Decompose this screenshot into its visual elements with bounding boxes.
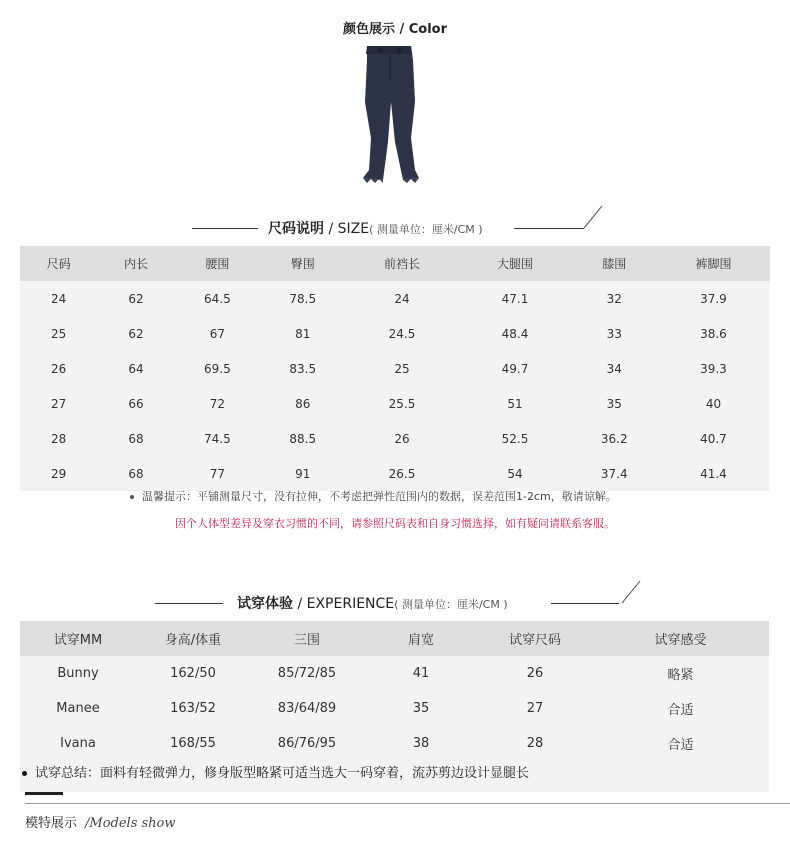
measurement-tip (130, 488, 617, 504)
experience-table-cell: 略紧 (592, 656, 769, 691)
experience-table-row (20, 726, 769, 761)
experience-table (20, 621, 769, 761)
size-col-header: 臀围 (260, 246, 345, 281)
models-section-title (25, 812, 176, 831)
size-table-row (20, 456, 770, 491)
size-table (20, 246, 770, 491)
size-table-cell: 67 (175, 316, 260, 351)
size-table-cell: 64.5 (175, 281, 260, 316)
size-table-cell: 83.5 (260, 351, 345, 386)
experience-table-cell: 162/50 (136, 656, 250, 691)
size-table-cell: 51 (459, 386, 572, 421)
size-table-row (20, 316, 770, 351)
size-table-row (20, 386, 770, 421)
size-table-cell: 47.1 (459, 281, 572, 316)
slash-deco-icon (580, 204, 606, 230)
size-table-cell: 33 (572, 316, 657, 351)
size-table-cell: 36.2 (572, 421, 657, 456)
size-table-cell: 88.5 (260, 421, 345, 456)
size-table-cell: 32 (572, 281, 657, 316)
size-table-cell: 41.4 (657, 456, 770, 491)
size-col-header: 前裆长 (345, 246, 458, 281)
size-table-cell: 37.9 (657, 281, 770, 316)
size-advice-note: 因个人体型差异及穿衣习惯的不同，请参照尺码表和自身习惯选择，如有疑问请联系客服。 (175, 517, 615, 530)
measurement-tip-text: 温馨提示：平铺测量尺寸，没有拉伸，不考虑把弹性范围内的数据，误差范围1-2cm，敬请谅解。 (142, 490, 617, 503)
experience-col-header: 试穿感受 (592, 621, 769, 656)
experience-table-cell: Manee (20, 691, 136, 726)
size-table-cell: 72 (175, 386, 260, 421)
size-table-cell: 28 (20, 421, 97, 456)
experience-table-cell: 合适 (592, 726, 769, 761)
experience-title-en: EXPERIENCE (306, 596, 395, 612)
size-col-header: 裤脚围 (657, 246, 770, 281)
experience-table-cell: 28 (478, 726, 592, 761)
experience-table-cell: 83/64/89 (250, 691, 364, 726)
size-table-cell: 24 (345, 281, 458, 316)
size-col-header: 大腿围 (459, 246, 572, 281)
size-table-cell: 24.5 (345, 316, 458, 351)
size-table-cell: 48.4 (459, 316, 572, 351)
size-table-row (20, 351, 770, 386)
size-table-cell: 78.5 (260, 281, 345, 316)
size-table-cell: 62 (97, 316, 174, 351)
experience-col-header: 肩宽 (364, 621, 478, 656)
experience-table-cell: Bunny (20, 656, 136, 691)
size-table-cell: 37.4 (572, 456, 657, 491)
experience-table-cell: 168/55 (136, 726, 250, 761)
size-table-cell: 26 (345, 421, 458, 456)
models-title-cn: 模特展示 (25, 816, 78, 831)
experience-col-header: 试穿MM (20, 621, 136, 656)
size-table-cell: 29 (20, 456, 97, 491)
size-table-cell: 25 (345, 351, 458, 386)
experience-table-row (20, 656, 769, 691)
experience-table-cell: 38 (364, 726, 478, 761)
size-unit: ( 测量单位：厘米/CM ) (369, 223, 483, 236)
size-col-header: 膝围 (572, 246, 657, 281)
size-table-cell: 86 (260, 386, 345, 421)
size-table-cell: 24 (20, 281, 97, 316)
size-table-row (20, 281, 770, 316)
experience-table-row (20, 691, 769, 726)
size-table-cell: 27 (20, 386, 97, 421)
experience-table-cell: 85/72/85 (250, 656, 364, 691)
experience-table-cell: 163/52 (136, 691, 250, 726)
size-table-cell: 62 (97, 281, 174, 316)
size-table-cell: 49.7 (459, 351, 572, 386)
experience-section-heading (0, 588, 790, 618)
size-table-cell: 25.5 (345, 386, 458, 421)
size-table-cell: 68 (97, 456, 174, 491)
experience-table-cell: 26 (478, 656, 592, 691)
slash-deco-icon (618, 579, 644, 605)
experience-title-cn: 试穿体验 (237, 596, 293, 612)
experience-col-header: 三围 (250, 621, 364, 656)
size-title-en: SIZE (337, 221, 370, 237)
experience-table-cell: Ivana (20, 726, 136, 761)
experience-table-cell: 41 (364, 656, 478, 691)
fitting-summary-text: 试穿总结：面料有轻微弹力，修身版型略紧可适当选大一码穿着，流苏剪边设计显腿长 (35, 766, 530, 781)
experience-table-cell: 86/76/95 (250, 726, 364, 761)
experience-table-cell: 27 (478, 691, 592, 726)
size-col-header: 内长 (97, 246, 174, 281)
experience-col-header: 身高/体重 (136, 621, 250, 656)
size-table-cell: 35 (572, 386, 657, 421)
size-col-header: 尺码 (20, 246, 97, 281)
size-table-cell: 74.5 (175, 421, 260, 456)
color-section-title: 颜色展示 / Color (342, 22, 448, 37)
experience-col-header: 试穿尺码 (478, 621, 592, 656)
experience-table-cell: 35 (364, 691, 478, 726)
jeans-product-image (355, 42, 425, 184)
size-table-cell: 34 (572, 351, 657, 386)
experience-table-cell: 合适 (592, 691, 769, 726)
size-section-heading (0, 212, 790, 242)
size-table-header-row (20, 246, 770, 281)
size-title-sep: / (324, 221, 338, 237)
size-table-cell: 66 (97, 386, 174, 421)
size-table-cell: 38.6 (657, 316, 770, 351)
size-table-row (20, 421, 770, 456)
size-table-cell: 69.5 (175, 351, 260, 386)
size-table-cell: 91 (260, 456, 345, 491)
size-table-cell: 81 (260, 316, 345, 351)
size-table-cell: 39.3 (657, 351, 770, 386)
size-table-cell: 26 (20, 351, 97, 386)
size-table-cell: 64 (97, 351, 174, 386)
size-table-cell: 26.5 (345, 456, 458, 491)
size-title-cn: 尺码说明 (268, 221, 324, 237)
size-table-cell: 52.5 (459, 421, 572, 456)
size-table-cell: 77 (175, 456, 260, 491)
models-accent-bar (25, 792, 63, 795)
size-col-header: 腰围 (175, 246, 260, 281)
models-title-en: /Models show (85, 816, 176, 831)
experience-unit: ( 测量单位：厘米/CM ) (394, 598, 508, 611)
experience-title-sep: / (293, 596, 307, 612)
size-table-cell: 68 (97, 421, 174, 456)
experience-table-header-row (20, 621, 769, 656)
models-divider (25, 803, 790, 804)
size-table-cell: 40.7 (657, 421, 770, 456)
size-table-cell: 40 (657, 386, 770, 421)
size-table-cell: 54 (459, 456, 572, 491)
size-table-cell: 25 (20, 316, 97, 351)
fitting-summary (20, 759, 769, 792)
